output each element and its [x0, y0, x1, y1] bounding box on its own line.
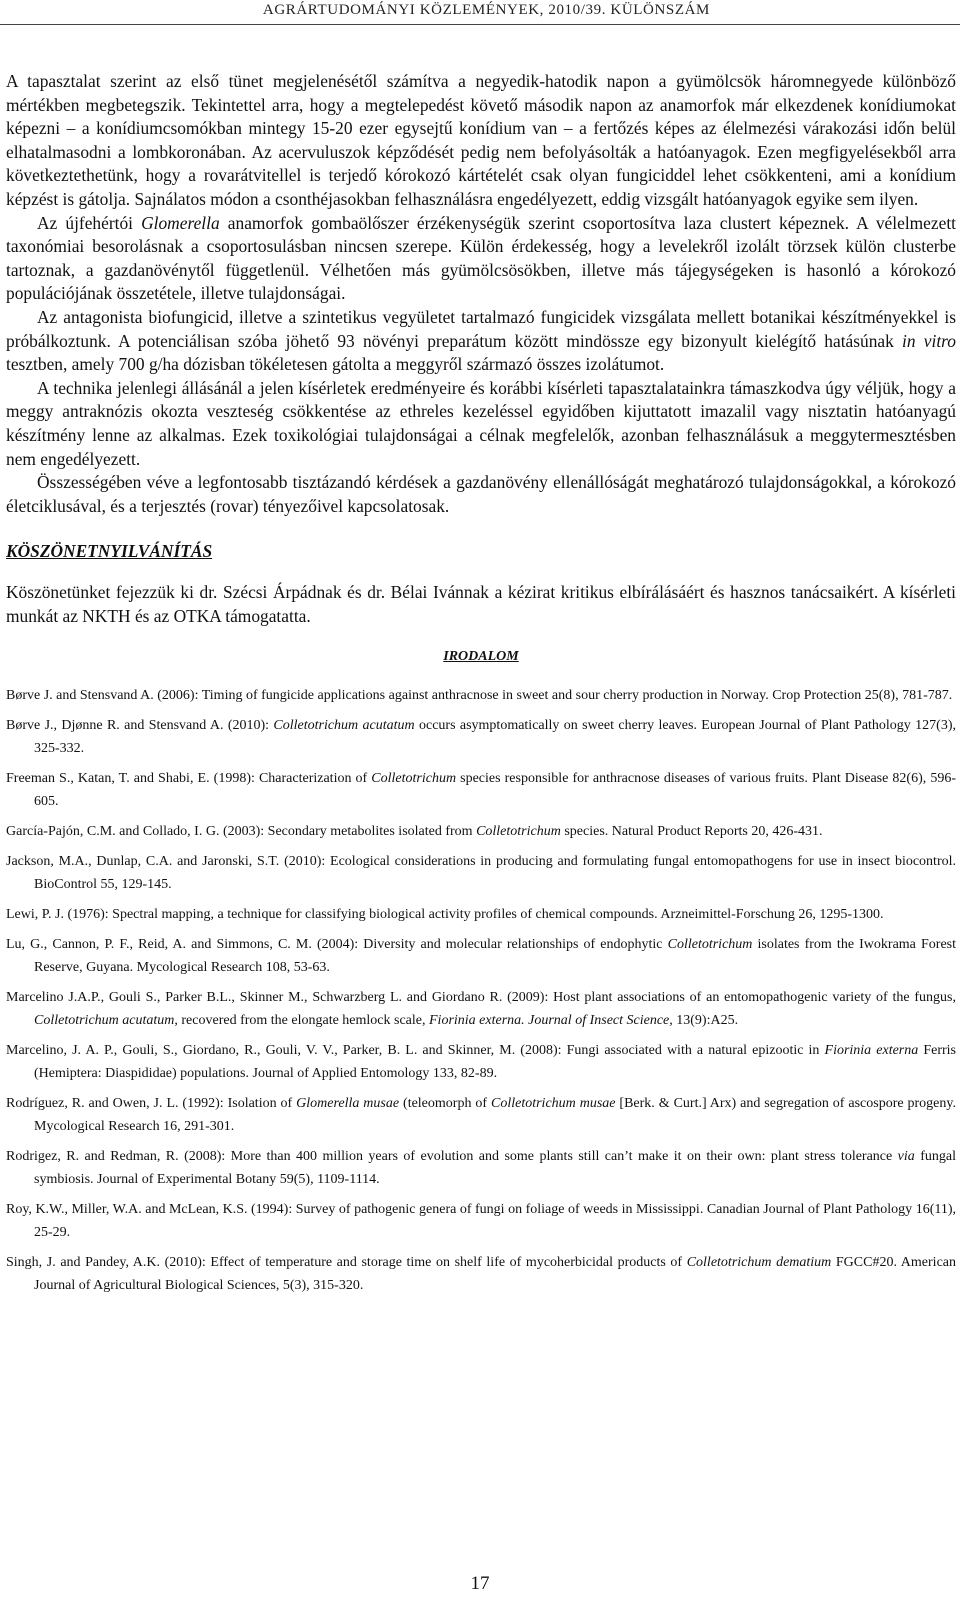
running-header: AGRÁRTUDOMÁNYI KÖZLEMÉNYEK, 2010/39. KÜLÖNSZÁM [262, 2, 710, 18]
text-segment: , 13(9):A25. [669, 1013, 739, 1029]
italic-term: in vitro [902, 330, 956, 351]
reference-item [6, 1198, 956, 1244]
text-segment: Az újfehértói [37, 212, 142, 233]
text-segment: occurs asymptomatically on sweet cherry leaves. European Journal of Plant Pathology 127(3), 325-332. [34, 718, 956, 757]
italic-term: Glomerella [141, 212, 220, 233]
text-segment: Az antagonista biofungicid, illetve a szintetikus vegyületet tartalmazó fungicidek vizsgálata mellett botanikai készítményekkel is próbálkoztunk. A potenciálisan szóba jöhető 93 növényi preparátum között mindössze egy bizonyult kielégítő hatásúnak [6, 306, 956, 351]
text-segment: anamorfok gombaölőszer érzékenységük szerint csoportosítva laza clustert képeznek. A vélelmezett taxonómiai besorolásnak a csoportosulásban nincsen szerepe. Külön érdekesség, hogy a levelekről izolált törzsek külön clusterbe tartoznak, a gazdanövénytől függetlenül. Vélhetően más gyümölcsösökben, illetve más tájegységeken is hasonló a kórokozó populációjának összetétele, illetve tulajdonságai. [6, 212, 956, 304]
reference-item [6, 1092, 956, 1138]
reference-item [6, 820, 956, 843]
reference-item [6, 986, 956, 1032]
references-heading: IRODALOM [443, 649, 519, 665]
text-segment: , recovered from the elongate hemlock scale, [174, 1013, 429, 1029]
body-paragraph: A tapasztalat szerint az első tünet megjelenésétől számítva a negyedik-hatodik napon a gyümölcsök háromnegyede különböző mértékben megbetegszik. Tekintettel arra, hogy a megtelepedést követő második napon az anamorfok már elkezdenek konídiumokat képezni – a konídiumcsomókban mintegy 15-20 ezer egysejtű konídium van – a fertőzés képes az élelmezési várakozási időn belül elhatalmasodni a lombkoronában. Az acervuluszok képződését pedig nem befolyásolták a hatóanyagok. Ezen megfigyelésekből arra következtethetünk, hogy a rovarátvitellel is terjedő kórokozó kártételét csak olyan fungiciddel lehet csökkenteni, ami a konídium képzést is gátolja. Sajnálatos módon a csonthéjasokban felhasználásra engedélyezett, eddig vizsgált hatóanyagok egyike sem ilyen. [6, 71, 956, 209]
text-segment: Marcelino, J. A. P., Gouli, S., Giordano, R., Gouli, V. V., Parker, B. L. and Skinner, M. (2008): Fungi associated with a natural epizootic in [6, 1043, 825, 1059]
italic-term: Glomerella musae [296, 1096, 400, 1112]
text-segment: Roy, K.W., Miller, W.A. and McLean, K.S. (1994): Survey of pathogenic genera of fungi on foliage of weeds in Mississippi. Canadian Journal of Plant Pathology 16(11), 25-29. [6, 1202, 956, 1241]
italic-term: Colletotrichum [371, 771, 457, 787]
body-paragraph: A technika jelenlegi állásánál a jelen kísérletek eredményeire és korábbi kísérleti tapasztalatainkra támaszkodva úgy véljük, hogy a meggy antraknózis okozta veszteség csökkentése az ethreles kezeléssel egyidőben kijuttatott imazalil vagy nisztatin hatóanyagú készítmény lenne az alkalmas. Ezek toxikológiai tulajdonságai a célnak megfelelők, azonban felhasználásuk a meggytermesztésben nem engedélyezett. [6, 377, 956, 469]
text-segment: species. Natural Product Reports 20, 426-431. [560, 824, 823, 840]
text-segment: Børve J., Djønne R. and Stensvand A. (2010): [6, 718, 274, 734]
italic-term: via [897, 1149, 915, 1165]
text-segment: Lu, G., Cannon, P. F., Reid, A. and Simmons, C. M. (2004): Diversity and molecular relationships of endophytic [6, 937, 668, 953]
text-segment: Rodríguez, R. and Owen, J. L. (1992): Isolation of [6, 1096, 297, 1112]
text-segment: García-Pajón, C.M. and Collado, I. G. (2003): Secondary metabolites isolated from [6, 824, 477, 840]
text-segment: Lewi, P. J. (1976): Spectral mapping, a technique for classifying biological activity profiles of chemical compounds. Arzneimittel-Forschung 26, 1295-1300. [6, 907, 884, 923]
reference-item [6, 850, 956, 896]
italic-term: Fiorinia externa. Journal of Insect Science [429, 1013, 670, 1029]
text-segment: FGCC#20. American Journal of Agricultural Biological Sciences, 5(3), 315-320. [34, 1255, 956, 1294]
text-segment: fungal symbiosis. Journal of Experimental Botany 59(5), 1109-1114. [34, 1149, 956, 1188]
body-paragraph: Összességében véve a legfontosabb tisztázandó kérdések a gazdanövény ellenállóságát meghatározó tulajdonságokkal, a kórokozó életciklusával, és a terjesztés (rovar) tényezőivel kapcsolatosak. [6, 472, 956, 516]
reference-item [6, 767, 956, 813]
text-segment: species responsible for anthracnose diseases of various fruits. Plant Disease 82(6), 596-605. [34, 771, 956, 810]
italic-term: Colletotrichum musae [491, 1096, 616, 1112]
text-segment: Singh, J. and Pandey, A.K. (2010): Effect of temperature and storage time on shelf life of mycoherbicidal products of [6, 1255, 687, 1271]
text-segment: Freeman S., Katan, T. and Shabi, E. (1998): Characterization of [6, 771, 372, 787]
text-segment: tesztben, amely 700 g/ha dózisban tökéletesen gátolta a meggyről származó összes izolátumot. [6, 354, 665, 375]
text-segment: Marcelino J.A.P., Gouli S., Parker B.L., Skinner M., Schwarzberg L. and Giordano R. (2009): Host plant associations of an entomopathogenic variety of the fungus, [6, 990, 956, 1006]
text-segment: Rodrigez, R. and Redman, R. (2008): More than 400 million years of evolution and some plants still can’t make it on their own: plant stress tolerance [6, 1149, 898, 1165]
text-segment: isolates from the Iwokrama Forest Reserve, Guyana. Mycological Research 108, 53-63. [34, 937, 956, 976]
acknowledgement-text: Köszönetünket fejezzük ki dr. Szécsi Árpádnak és dr. Bélai Ivánnak a kézirat kritikus elbírálásáért és hasznos tanácsaikért. A kísérleti munkát az NKTH és az OTKA támogatatta. [6, 582, 956, 626]
text-segment: Jackson, M.A., Dunlap, C.A. and Jaronski, S.T. (2010): Ecological considerations in producing and formulating fungal entomopathogens for use in insect biocontrol. BioControl 55, 129-145. [6, 854, 956, 893]
body-paragraph [6, 306, 956, 377]
italic-term: Colletotrichum acutatum [273, 718, 415, 734]
reference-item [6, 933, 956, 979]
reference-item [6, 1039, 956, 1085]
article-body [6, 70, 956, 1304]
italic-term: Colletotrichum [667, 937, 753, 953]
text-segment: Ferris (Hemiptera: Diaspididae) populations. Journal of Applied Entomology 133, 82-89. [34, 1043, 956, 1082]
italic-term: Colletotrichum dematium [686, 1255, 832, 1271]
discussion-section [6, 70, 956, 518]
text-segment: (teleomorph of [399, 1096, 491, 1112]
reference-item [6, 903, 956, 926]
text-segment: [Berk. & Curt.] Arx) and segregation of ascospore progeny. Mycological Research 16, 291-301. [34, 1096, 956, 1135]
italic-term: Colletotrichum [476, 824, 561, 840]
reference-list [6, 684, 956, 1297]
page-number: 17 [470, 1573, 490, 1594]
body-paragraph [6, 212, 956, 306]
acknowledgement-heading: KÖSZÖNETNYILVÁNÍTÁS [6, 541, 213, 562]
italic-term: Colletotrichum acutatum [34, 1013, 175, 1029]
italic-term: Fiorinia externa [824, 1043, 919, 1059]
text-segment: Børve J. and Stensvand A. (2006): Timing of fungicide applications against anthracnose in sweet and sour cherry production in Norway. Crop Protection 25(8), 781-787. [6, 688, 953, 704]
header-rule [0, 24, 960, 25]
reference-item [6, 684, 956, 707]
reference-item [6, 1145, 956, 1191]
reference-item [6, 714, 956, 760]
reference-item [6, 1251, 956, 1297]
